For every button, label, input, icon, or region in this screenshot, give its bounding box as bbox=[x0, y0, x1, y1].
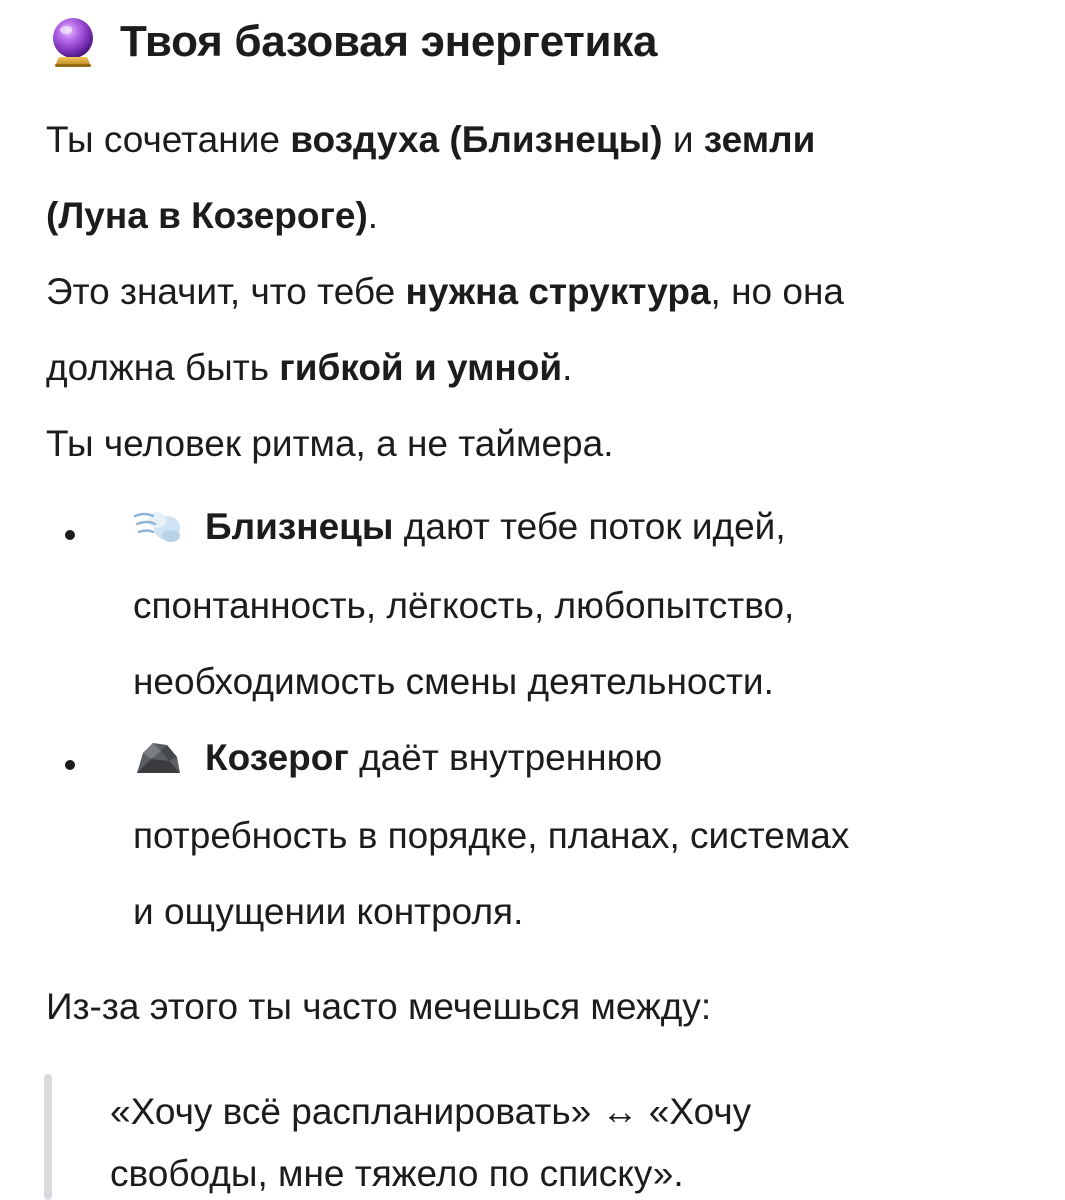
page-title: Твоя базовая энергетика bbox=[120, 17, 658, 66]
quote-line-1: «Хочу всё распланировать» ↔ «Хочу bbox=[110, 1091, 752, 1132]
bullet-dot bbox=[65, 760, 75, 770]
text-span: даёт внутреннюю bbox=[348, 737, 663, 778]
bold-moon: (Луна в Козероге) bbox=[46, 195, 368, 236]
text-span: Это значит, что тебе bbox=[46, 271, 406, 312]
bullet-1-line-3: необходимость смены деятельности. bbox=[133, 661, 774, 702]
bold-air: воздуха (Близнецы) bbox=[290, 119, 663, 160]
text-span: и bbox=[662, 119, 704, 160]
bold-earth: земли bbox=[703, 119, 816, 160]
paragraph-4: Из-за этого ты часто мечешься между: bbox=[46, 986, 712, 1027]
paragraph-2-line-1 bbox=[46, 273, 844, 310]
paragraph-2-line-2 bbox=[46, 349, 572, 386]
bullet-2-line-2: потребность в порядке, планах, системах bbox=[133, 815, 850, 856]
bold-gemini: Близнецы bbox=[205, 506, 394, 547]
text-span: Ты сочетание bbox=[46, 119, 291, 160]
section-heading bbox=[46, 14, 657, 70]
text-span: , но она bbox=[710, 271, 844, 312]
rock-icon bbox=[133, 737, 183, 777]
paragraph-3: Ты человек ритма, а не таймера. bbox=[46, 423, 614, 464]
text-span: должна быть bbox=[46, 347, 280, 388]
paragraph-1-line-1 bbox=[46, 121, 815, 158]
bullet-2-line-3: и ощущении контроля. bbox=[133, 891, 524, 932]
bold-structure: нужна структура bbox=[405, 271, 711, 312]
bold-flexible: гибкой и умной bbox=[279, 347, 563, 388]
text-span: дают тебе поток идей, bbox=[393, 506, 786, 547]
bullet-dot bbox=[65, 530, 75, 540]
text-span: . bbox=[562, 347, 573, 388]
paragraph-1-line-2 bbox=[46, 197, 378, 234]
crystal-ball-icon bbox=[46, 15, 100, 69]
quote-line-2: свободы, мне тяжело по списку». bbox=[110, 1153, 684, 1194]
bullet-1-line-1 bbox=[133, 508, 786, 546]
bullet-2-line-1 bbox=[133, 739, 662, 777]
bullet-1-line-2: спонтанность, лёгкость, любопытство, bbox=[133, 585, 795, 626]
bold-capricorn: Козерог bbox=[205, 737, 349, 778]
wind-face-icon bbox=[133, 506, 183, 546]
quote-bar bbox=[44, 1074, 52, 1200]
text-span: . bbox=[367, 195, 379, 236]
